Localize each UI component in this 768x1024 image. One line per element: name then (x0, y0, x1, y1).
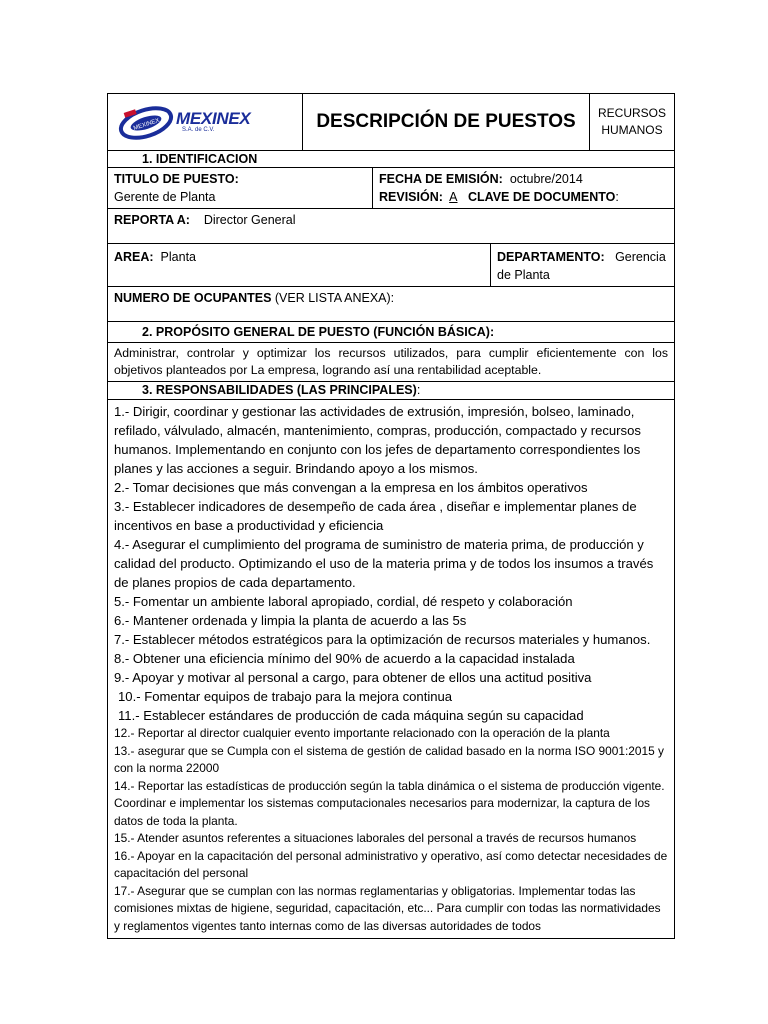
list-item: 11.- Establecer estándares de producción de cada máquina según su capacidad (118, 708, 584, 723)
list-item: 17.- Asegurar que se cumplan con las normas reglamentarias y obligatorias. Implementar todas las comisiones mixtas de higiene, seguridad, capacitación, etc... Para cumplir con todas las normatividades y reglamentos vigentes tanto internas como de las diversas autoridades de todos (114, 883, 661, 933)
ocupantes-cell (108, 287, 400, 321)
list-item: 9.- Apoyar y motivar al personal a cargo, para obtener de ellos una actitud positiva (114, 670, 592, 685)
reporta-value: Director General (203, 213, 296, 227)
section-proposito-heading (107, 322, 675, 343)
departamento-value: Gerencia de Planta (497, 250, 666, 282)
titulo-cell (108, 168, 372, 208)
list-item: 3.- Establecer indicadores de desempeño de cada área , diseñar e implementar planes de incentivos en base a productividad y eficiencia (114, 499, 637, 533)
fecha-label: FECHA DE EMISIÓN: (379, 172, 503, 186)
list-item: 2.- Tomar decisiones que más convengan a la empresa en los ámbitos operativos (114, 480, 588, 495)
section-title-colon: : (416, 383, 421, 397)
responsabilidades-main-list (114, 402, 669, 725)
ocupantes-row (107, 287, 675, 322)
list-item: 10.- Fomentar equipos de trabajo para la mejora continua (118, 689, 453, 704)
proposito-text-row (107, 343, 675, 382)
proposito-text: Administrar, controlar y optimizar los recursos utilizados, para cumplir eficientemente con los objetivos planteados por La empresa, logrando así una rentabilidad aceptable. (114, 346, 668, 377)
logo-wordmark: MEXINEX (176, 108, 251, 128)
list-item: 7.- Establecer métodos estratégicos para la optimización de recursos materiales y humanos. (114, 632, 651, 647)
list-item: 6.- Mantener ordenada y limpia la planta de acuerdo a las 5s (114, 613, 467, 628)
logo-subtitle: S.A. de C.V. (182, 126, 215, 133)
area-departamento-row (107, 244, 675, 287)
list-item: 16.- Apoyar en la capacitación del personal administrativo y operativo, así como detectar necesidades de capacitación del personal (114, 848, 668, 880)
area-label: AREA: (114, 250, 154, 264)
list-item: 1.- Dirigir, coordinar y gestionar las actividades de extrusión, impresión, bolseo, laminado, refilado, válvulado, almacén, mantenimiento, compras, producción, compactado y recursos humanos. Implementando en conjunto con los jefes de departamento correspondientes los planes y las acciones a seguir. Brindando apoyo a los mismos. (114, 404, 641, 476)
departamento-label: DEPARTAMENTO: (497, 250, 605, 264)
reporta-cell (108, 209, 302, 243)
section-title: 3. RESPONSABILIDADES (LAS PRINCIPALES) (142, 383, 417, 397)
titulo-label: TITULO DE PUESTO: (114, 172, 239, 186)
fecha-value: octubre/2014 (509, 172, 583, 186)
list-item: 15.- Atender asuntos referentes a situaciones laborales del personal a través de recursos humanos (114, 831, 637, 845)
job-description-document (107, 93, 675, 939)
company-logo (108, 94, 302, 150)
ocupantes-label: NUMERO DE OCUPANTES (114, 291, 272, 305)
list-item: 4.- Asegurar el cumplimiento del programa de suministro de materia prima, de producción y calidad del producto. Optimizando el uso de la materia prima y de todos los insumos a través de planes propios de cada departamento. (114, 537, 654, 590)
list-item: 14.- Reportar las estadísticas de producción según la tabla dinámica o el sistema de producción vigente. Coordinar e implementar los sistemas computacionales necesarios para modernizar, la captura de los datos de toda la planta. (114, 778, 665, 828)
clave-label: CLAVE DE DOCUMENTO (467, 190, 616, 204)
section-title: 1. IDENTIFICACION (142, 152, 258, 166)
reporta-row (107, 209, 675, 244)
page-title: DESCRIPCIÓN DE PUESTOS (302, 94, 589, 150)
responsabilidades-list (108, 400, 674, 938)
ocupantes-note: (VER LISTA ANEXA): (271, 291, 395, 305)
list-item: 8.- Obtener una eficiencia mínimo del 90% de acuerdo a la capacidad instalada (114, 651, 575, 666)
responsabilidades-extra-list (114, 725, 669, 935)
titulo-fecha-row (107, 168, 675, 209)
department-box (589, 94, 674, 150)
reporta-label: REPORTA A: (114, 213, 190, 227)
clave-colon: : (615, 190, 619, 204)
section-identificacion-heading (107, 151, 675, 168)
revision-label: REVISIÓN: (379, 190, 443, 204)
responsabilidades-body (107, 400, 675, 939)
svg-text:MEXINEX: MEXINEX (132, 117, 161, 132)
document-header (107, 93, 675, 151)
department-line-2: HUMANOS (601, 123, 663, 137)
fecha-cell (372, 168, 674, 208)
list-item: 5.- Fomentar un ambiente laboral apropiado, cordial, dé respeto y colaboración (114, 594, 573, 609)
revision-value: A (449, 190, 458, 204)
section-title-wrap (108, 382, 426, 399)
titulo-value: Gerente de Planta (114, 190, 216, 204)
area-value: Planta (160, 250, 196, 264)
section-title: 2. PROPÓSITO GENERAL DE PUESTO (FUNCIÓN BÁSICA): (142, 325, 495, 339)
departamento-cell (490, 244, 674, 286)
mexinex-emblem-icon (116, 102, 174, 142)
department-line-1: RECURSOS (597, 106, 666, 120)
section-responsabilidades-heading (107, 382, 675, 400)
list-item: 12.- Reportar al director cualquier evento importante relacionado con la operación de la planta (114, 726, 610, 740)
list-item: 13.- asegurar que se Cumpla con el sistema de gestión de calidad basado en la norma ISO 9001:2015 y con la norma 22000 (114, 743, 664, 775)
area-cell (108, 244, 490, 286)
